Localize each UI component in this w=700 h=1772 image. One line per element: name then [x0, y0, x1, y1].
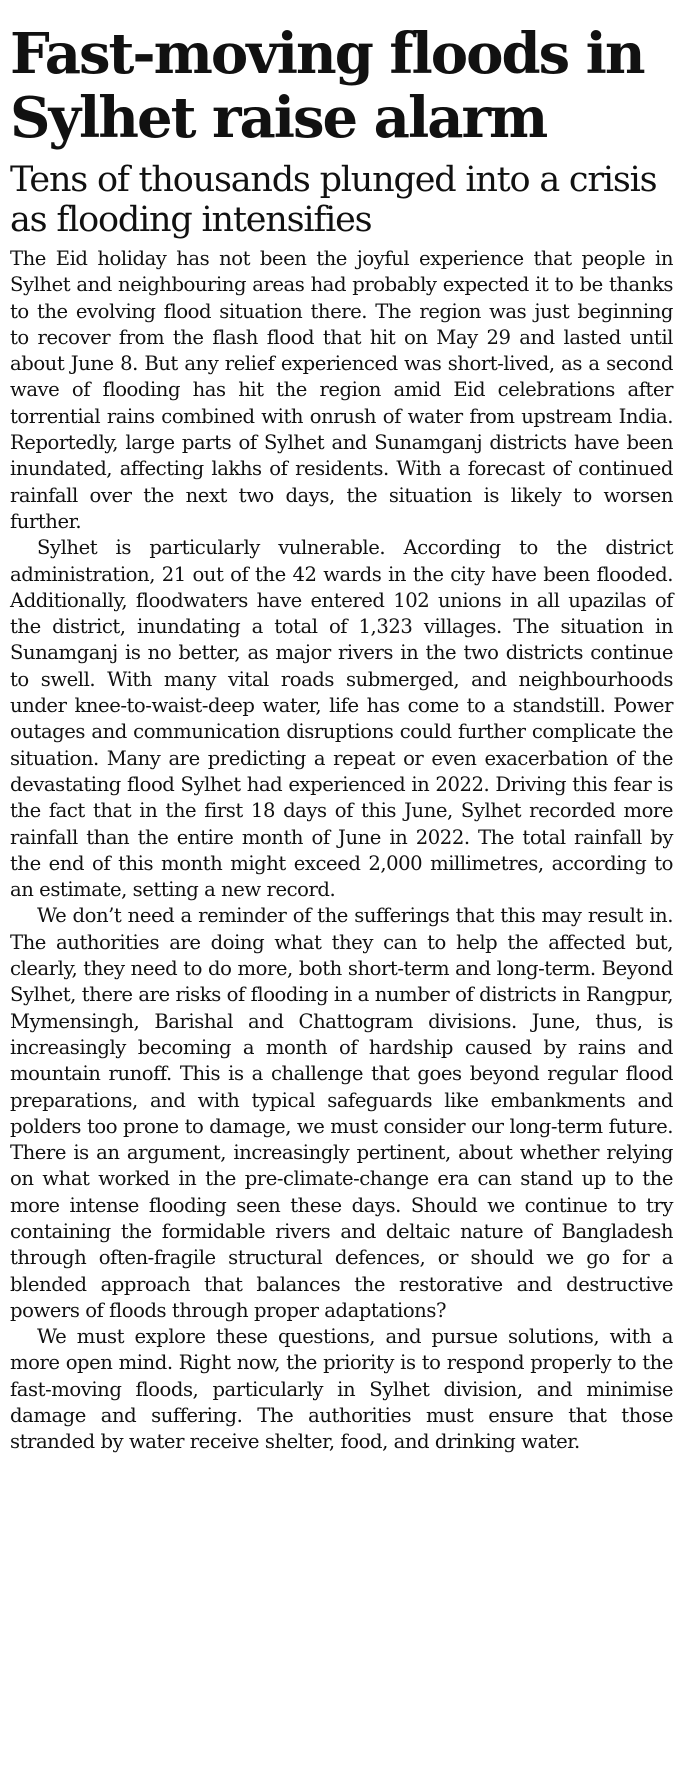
- paragraph: Sylhet is particularly vulnerable. According to the district administration, 21 out of the 42 wards in the city have been flooded. Additionally, floodwaters have entered 102 unions in all upazilas of the district, inundating a total of 1,323 villages. The situation in Sunamganj is no better, as major rivers in the two districts continue to swell. With many vital roads submerged, and neighbourhoods under knee-to-waist-deep water, life has come to a standstill. Power outages and communication disruptions could further complicate the situation. Many are predicting a repeat or even exacerbation of the devastating flood Sylhet had experienced in 2022. Driving this fear is the fact that in the first 18 days of this June, Sylhet recorded more rainfall than the entire month of June in 2022. The total rainfall by the end of this month might exceed 2,000 millimetres, according to an estimate, setting a new record.: [10, 536, 673, 902]
- paragraph: We don’t need a reminder of the sufferings that this may result in. The authorities are doing what they can to help the affected but, clearly, they need to do more, both short-term and long-term. Beyond Sylhet, there are risks of flooding in a number of districts in Rangpur, Mymensingh, Barishal and Chattogram divisions. June, thus, is increasingly becoming a month of hardship caused by rains and mountain runoff. This is a challenge that goes beyond regular flood preparations, and with typical safeguards like embankments and polders too prone to damage, we must consider our long-term future. There is an argument, increasingly pertinent, about whether relying on what worked in the pre-climate-change era can stand up to the more intense flooding seen these days. Should we continue to try containing the formidable rivers and deltaic nature of Bangladesh through often-fragile structural defences, or should we go for a blended approach that balances the restorative and destructive powers of floods through proper adaptations?: [10, 904, 673, 1322]
- article-body: [10, 246, 673, 1456]
- paragraph: The Eid holiday has not been the joyful experience that people in Sylhet and neighbouring areas had probably expected it to be thanks to the evolving flood situation there. The region was just beginning to recover from the flash flood that hit on May 29 and lasted until about June 8. But any relief experienced was short-lived, as a second wave of flooding has hit the region amid Eid celebrations after torrential rains combined with onrush of water from upstream India. Reportedly, large parts of Sylhet and Sunamganj districts have been inundated, affecting lakhs of residents. With a forecast of continued rainfall over the next two days, the situation is likely to worsen further.: [10, 247, 673, 533]
- headline: Fast-moving floods in Sylhet raise alarm: [10, 21, 644, 151]
- paragraph: We must explore these questions, and pursue solutions, with a more open mind. Right now, the priority is to respond properly to the fast-moving floods, particularly in Sylhet division, and minimise damage and suffering. The authorities must ensure that those stranded by water receive shelter, food, and drinking water.: [10, 1325, 673, 1454]
- subheadline: Tens of thousands plunged into a crisis as flooding intensifies: [10, 160, 657, 240]
- editorial-article: [10, 22, 673, 1456]
